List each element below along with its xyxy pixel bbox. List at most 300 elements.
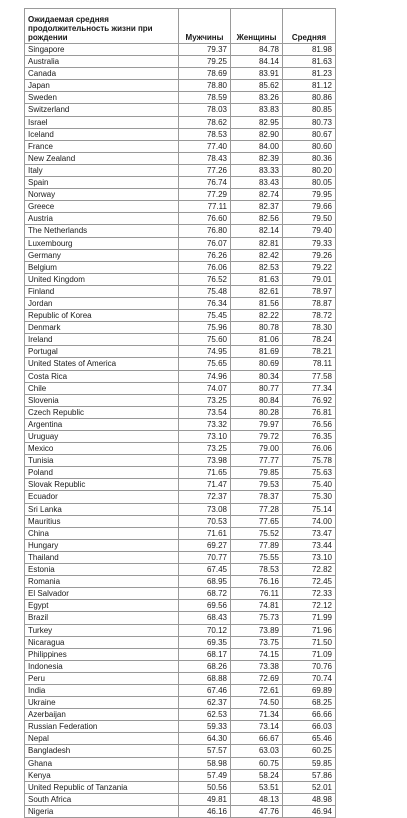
women-cell[interactable]: 79.72 [231,431,283,443]
average-cell[interactable]: 80.73 [283,116,336,128]
women-cell[interactable]: 83.83 [231,104,283,116]
women-cell[interactable]: 76.11 [231,588,283,600]
average-cell[interactable]: 78.11 [283,358,336,370]
men-cell[interactable]: 73.54 [179,406,231,418]
men-cell[interactable]: 50.56 [179,781,231,793]
country-cell[interactable]: Luxembourg [25,237,179,249]
women-cell[interactable]: 72.69 [231,672,283,684]
women-cell[interactable]: 79.97 [231,418,283,430]
country-cell[interactable]: United States of America [25,358,179,370]
men-cell[interactable]: 76.26 [179,249,231,261]
average-cell[interactable]: 76.06 [283,443,336,455]
table-row [25,491,336,503]
average-cell[interactable]: 76.56 [283,418,336,430]
average-cell[interactable]: 73.10 [283,551,336,563]
women-cell[interactable]: 80.69 [231,358,283,370]
average-cell[interactable]: 75.30 [283,491,336,503]
men-cell[interactable]: 70.77 [179,551,231,563]
women-cell[interactable]: 63.03 [231,745,283,757]
men-cell[interactable]: 78.80 [179,80,231,92]
men-cell[interactable]: 76.74 [179,177,231,189]
country-cell[interactable]: Kenya [25,769,179,781]
country-cell[interactable]: Hungary [25,539,179,551]
men-cell[interactable]: 59.33 [179,721,231,733]
country-cell[interactable]: Portugal [25,346,179,358]
average-cell[interactable]: 79.50 [283,213,336,225]
average-cell[interactable]: 52.01 [283,781,336,793]
women-cell[interactable]: 79.53 [231,479,283,491]
average-cell[interactable]: 76.92 [283,394,336,406]
average-cell[interactable]: 59.85 [283,757,336,769]
country-cell[interactable]: Mauritius [25,515,179,527]
country-cell[interactable]: Peru [25,672,179,684]
women-cell[interactable]: 83.33 [231,164,283,176]
average-cell[interactable]: 75.63 [283,467,336,479]
country-cell[interactable]: Republic of Korea [25,310,179,322]
men-cell[interactable]: 76.06 [179,261,231,273]
average-cell[interactable]: 74.00 [283,515,336,527]
men-cell[interactable]: 76.07 [179,237,231,249]
women-cell[interactable]: 81.56 [231,297,283,309]
country-cell[interactable]: Nicaragua [25,636,179,648]
men-cell[interactable]: 69.35 [179,636,231,648]
women-cell[interactable]: 80.77 [231,382,283,394]
women-cell[interactable]: 82.74 [231,189,283,201]
men-cell[interactable]: 49.81 [179,793,231,805]
men-cell[interactable]: 57.49 [179,769,231,781]
average-cell[interactable]: 79.22 [283,261,336,273]
men-cell[interactable]: 78.62 [179,116,231,128]
header-country[interactable]: Ожидаемая средняя продолжительность жизни при рождении [25,9,179,44]
country-cell[interactable]: Slovak Republic [25,479,179,491]
average-cell[interactable]: 76.81 [283,406,336,418]
country-cell[interactable]: France [25,140,179,152]
table-row [25,189,336,201]
average-cell[interactable]: 60.25 [283,745,336,757]
country-cell[interactable]: Australia [25,56,179,68]
average-cell[interactable]: 80.60 [283,140,336,152]
average-cell[interactable]: 75.40 [283,479,336,491]
women-cell[interactable]: 81.06 [231,334,283,346]
table-row [25,443,336,455]
men-cell[interactable]: 73.25 [179,394,231,406]
table-row [25,709,336,721]
men-cell[interactable]: 75.65 [179,358,231,370]
men-cell[interactable]: 78.53 [179,128,231,140]
average-cell[interactable]: 65.46 [283,733,336,745]
average-cell[interactable]: 80.85 [283,104,336,116]
average-cell[interactable]: 68.25 [283,697,336,709]
women-cell[interactable]: 82.39 [231,152,283,164]
women-cell[interactable]: 78.37 [231,491,283,503]
women-cell[interactable]: 83.26 [231,92,283,104]
men-cell[interactable]: 68.17 [179,648,231,660]
women-cell[interactable]: 82.22 [231,310,283,322]
table-row [25,237,336,249]
country-cell[interactable]: Egypt [25,600,179,612]
men-cell[interactable]: 74.96 [179,370,231,382]
average-cell[interactable]: 78.30 [283,322,336,334]
women-cell[interactable]: 75.55 [231,551,283,563]
country-cell[interactable]: Chile [25,382,179,394]
country-cell[interactable]: Austria [25,213,179,225]
women-cell[interactable]: 73.14 [231,721,283,733]
country-cell[interactable]: Denmark [25,322,179,334]
women-cell[interactable]: 77.77 [231,455,283,467]
average-cell[interactable]: 81.63 [283,56,336,68]
women-cell[interactable]: 71.34 [231,709,283,721]
men-cell[interactable]: 73.98 [179,455,231,467]
men-cell[interactable]: 69.27 [179,539,231,551]
women-cell[interactable]: 80.78 [231,322,283,334]
average-cell[interactable]: 66.03 [283,721,336,733]
average-cell[interactable]: 78.72 [283,310,336,322]
average-cell[interactable]: 71.09 [283,648,336,660]
country-cell[interactable]: Slovenia [25,394,179,406]
men-cell[interactable]: 75.48 [179,285,231,297]
table-row [25,660,336,672]
men-cell[interactable]: 68.43 [179,612,231,624]
women-cell[interactable]: 47.76 [231,805,283,817]
women-cell[interactable]: 84.00 [231,140,283,152]
women-cell[interactable]: 82.53 [231,261,283,273]
header-women[interactable]: Женщины [231,9,283,44]
average-cell[interactable]: 69.89 [283,684,336,696]
women-cell[interactable]: 74.50 [231,697,283,709]
table-row [25,346,336,358]
country-cell[interactable]: Spain [25,177,179,189]
women-cell[interactable]: 82.95 [231,116,283,128]
men-cell[interactable]: 74.95 [179,346,231,358]
men-cell[interactable]: 71.61 [179,527,231,539]
average-cell[interactable]: 79.01 [283,273,336,285]
women-cell[interactable]: 75.73 [231,612,283,624]
country-cell[interactable]: Romania [25,576,179,588]
average-cell[interactable]: 71.99 [283,612,336,624]
men-cell[interactable]: 76.80 [179,225,231,237]
header-men[interactable]: Мужчины [179,9,231,44]
table-row [25,201,336,213]
country-cell[interactable]: Italy [25,164,179,176]
average-cell[interactable]: 72.82 [283,564,336,576]
men-cell[interactable]: 77.26 [179,164,231,176]
men-cell[interactable]: 62.37 [179,697,231,709]
table-row [25,418,336,430]
country-cell[interactable]: Nigeria [25,805,179,817]
country-cell[interactable]: Germany [25,249,179,261]
country-cell[interactable]: Canada [25,68,179,80]
men-cell[interactable]: 76.52 [179,273,231,285]
men-cell[interactable]: 70.12 [179,624,231,636]
table-row [25,479,336,491]
table-row [25,261,336,273]
men-cell[interactable]: 74.07 [179,382,231,394]
country-cell[interactable]: Mexico [25,443,179,455]
men-cell[interactable]: 68.95 [179,576,231,588]
men-cell[interactable]: 69.56 [179,600,231,612]
women-cell[interactable]: 58.24 [231,769,283,781]
country-cell[interactable]: Bangladesh [25,745,179,757]
header-average[interactable]: Средняя [283,9,336,44]
average-cell[interactable]: 78.24 [283,334,336,346]
country-cell[interactable]: China [25,527,179,539]
country-cell[interactable]: Turkey [25,624,179,636]
average-cell[interactable]: 80.05 [283,177,336,189]
country-cell[interactable]: Ireland [25,334,179,346]
country-cell[interactable]: Estonia [25,564,179,576]
men-cell[interactable]: 78.69 [179,68,231,80]
average-cell[interactable]: 73.47 [283,527,336,539]
country-cell[interactable]: Azerbaijan [25,709,179,721]
women-cell[interactable]: 80.34 [231,370,283,382]
table-row [25,56,336,68]
women-cell[interactable]: 82.90 [231,128,283,140]
men-cell[interactable]: 76.34 [179,297,231,309]
men-cell[interactable]: 77.11 [179,201,231,213]
men-cell[interactable]: 79.37 [179,44,231,56]
men-cell[interactable]: 78.03 [179,104,231,116]
women-cell[interactable]: 77.28 [231,503,283,515]
women-cell[interactable]: 75.52 [231,527,283,539]
men-cell[interactable]: 73.32 [179,418,231,430]
life-expectancy-table [24,8,336,818]
country-cell[interactable]: India [25,684,179,696]
country-cell[interactable]: Ukraine [25,697,179,709]
table-row [25,648,336,660]
women-cell[interactable]: 85.62 [231,80,283,92]
women-cell[interactable]: 79.85 [231,467,283,479]
average-cell[interactable]: 79.26 [283,249,336,261]
men-cell[interactable]: 72.37 [179,491,231,503]
table-row [25,322,336,334]
table-row [25,527,336,539]
women-cell[interactable]: 82.56 [231,213,283,225]
table-row [25,249,336,261]
average-cell[interactable]: 70.74 [283,672,336,684]
country-cell[interactable]: Israel [25,116,179,128]
women-cell[interactable]: 82.14 [231,225,283,237]
average-cell[interactable]: 80.86 [283,92,336,104]
men-cell[interactable]: 73.10 [179,431,231,443]
average-cell[interactable]: 72.33 [283,588,336,600]
women-cell[interactable]: 72.61 [231,684,283,696]
average-cell[interactable]: 80.36 [283,152,336,164]
men-cell[interactable]: 75.45 [179,310,231,322]
country-cell[interactable]: Indonesia [25,660,179,672]
men-cell[interactable]: 78.43 [179,152,231,164]
men-cell[interactable]: 64.30 [179,733,231,745]
table-row [25,564,336,576]
table-row [25,44,336,56]
men-cell[interactable]: 62.53 [179,709,231,721]
men-cell[interactable]: 71.65 [179,467,231,479]
country-cell[interactable]: Belgium [25,261,179,273]
women-cell[interactable]: 53.51 [231,781,283,793]
table-row [25,805,336,817]
country-cell[interactable]: South Africa [25,793,179,805]
country-cell[interactable]: Costa Rica [25,370,179,382]
men-cell[interactable]: 73.25 [179,443,231,455]
average-cell[interactable]: 48.98 [283,793,336,805]
men-cell[interactable]: 67.46 [179,684,231,696]
men-cell[interactable]: 68.72 [179,588,231,600]
women-cell[interactable]: 78.53 [231,564,283,576]
men-cell[interactable]: 76.60 [179,213,231,225]
average-cell[interactable]: 76.35 [283,431,336,443]
table-row [25,697,336,709]
average-cell[interactable]: 79.33 [283,237,336,249]
women-cell[interactable]: 80.28 [231,406,283,418]
table-row [25,503,336,515]
country-cell[interactable]: Czech Republic [25,406,179,418]
table-row [25,406,336,418]
country-cell[interactable]: Sri Lanka [25,503,179,515]
average-cell[interactable]: 71.50 [283,636,336,648]
average-cell[interactable]: 80.20 [283,164,336,176]
table-row [25,382,336,394]
country-cell[interactable]: Singapore [25,44,179,56]
women-cell[interactable]: 73.38 [231,660,283,672]
table-row [25,576,336,588]
women-cell[interactable]: 77.65 [231,515,283,527]
country-cell[interactable]: Brazil [25,612,179,624]
average-cell[interactable]: 80.67 [283,128,336,140]
average-cell[interactable]: 57.86 [283,769,336,781]
country-cell[interactable]: Ghana [25,757,179,769]
country-cell[interactable]: Japan [25,80,179,92]
average-cell[interactable]: 71.96 [283,624,336,636]
women-cell[interactable]: 82.61 [231,285,283,297]
average-cell[interactable]: 77.34 [283,382,336,394]
country-cell[interactable]: Uruguay [25,431,179,443]
men-cell[interactable]: 77.40 [179,140,231,152]
average-cell[interactable]: 79.66 [283,201,336,213]
table-row [25,769,336,781]
women-cell[interactable]: 73.89 [231,624,283,636]
average-cell[interactable]: 79.40 [283,225,336,237]
average-cell[interactable]: 78.97 [283,285,336,297]
header-row [25,9,336,44]
average-cell[interactable]: 79.95 [283,189,336,201]
average-cell[interactable]: 46.94 [283,805,336,817]
men-cell[interactable]: 77.29 [179,189,231,201]
average-cell[interactable]: 75.14 [283,503,336,515]
women-cell[interactable]: 77.89 [231,539,283,551]
country-cell[interactable]: Tunisia [25,455,179,467]
men-cell[interactable]: 58.98 [179,757,231,769]
women-cell[interactable]: 83.91 [231,68,283,80]
average-cell[interactable]: 77.58 [283,370,336,382]
country-cell[interactable]: The Netherlands [25,225,179,237]
women-cell[interactable]: 81.63 [231,273,283,285]
men-cell[interactable]: 75.60 [179,334,231,346]
women-cell[interactable]: 81.69 [231,346,283,358]
country-cell[interactable]: United Kingdom [25,273,179,285]
women-cell[interactable]: 73.75 [231,636,283,648]
men-cell[interactable]: 73.08 [179,503,231,515]
average-cell[interactable]: 72.12 [283,600,336,612]
table-row [25,612,336,624]
country-cell[interactable]: Norway [25,189,179,201]
average-cell[interactable]: 72.45 [283,576,336,588]
average-cell[interactable]: 73.44 [283,539,336,551]
women-cell[interactable]: 76.16 [231,576,283,588]
women-cell[interactable]: 60.75 [231,757,283,769]
life-expectancy-sheet [24,8,336,818]
men-cell[interactable]: 79.25 [179,56,231,68]
table-row [25,431,336,443]
country-cell[interactable]: Jordan [25,297,179,309]
average-cell[interactable]: 75.78 [283,455,336,467]
country-cell[interactable]: New Zealand [25,152,179,164]
women-cell[interactable]: 83.43 [231,177,283,189]
country-cell[interactable]: Ecuador [25,491,179,503]
table-row [25,285,336,297]
average-cell[interactable]: 66.66 [283,709,336,721]
country-cell[interactable]: Iceland [25,128,179,140]
men-cell[interactable]: 46.16 [179,805,231,817]
women-cell[interactable]: 84.78 [231,44,283,56]
country-cell[interactable]: Greece [25,201,179,213]
women-cell[interactable]: 74.15 [231,648,283,660]
country-cell[interactable]: El Salvador [25,588,179,600]
women-cell[interactable]: 79.00 [231,443,283,455]
average-cell[interactable]: 78.87 [283,297,336,309]
women-cell[interactable]: 84.14 [231,56,283,68]
men-cell[interactable]: 68.88 [179,672,231,684]
country-cell[interactable]: Thailand [25,551,179,563]
country-cell[interactable]: Sweden [25,92,179,104]
average-cell[interactable]: 81.12 [283,80,336,92]
women-cell[interactable]: 82.42 [231,249,283,261]
men-cell[interactable]: 75.96 [179,322,231,334]
women-cell[interactable]: 82.37 [231,201,283,213]
country-cell[interactable]: Switzerland [25,104,179,116]
men-cell[interactable]: 78.59 [179,92,231,104]
country-cell[interactable]: Philippines [25,648,179,660]
table-row [25,721,336,733]
men-cell[interactable]: 57.57 [179,745,231,757]
country-cell[interactable]: Argentina [25,418,179,430]
country-cell[interactable]: United Republic of Tanzania [25,781,179,793]
women-cell[interactable]: 82.81 [231,237,283,249]
average-cell[interactable]: 81.98 [283,44,336,56]
table-row [25,297,336,309]
country-cell[interactable]: Nepal [25,733,179,745]
table-row [25,164,336,176]
average-cell[interactable]: 78.21 [283,346,336,358]
table-row [25,68,336,80]
men-cell[interactable]: 70.53 [179,515,231,527]
table-row [25,334,336,346]
table-row [25,733,336,745]
table-row [25,80,336,92]
men-cell[interactable]: 68.26 [179,660,231,672]
country-cell[interactable]: Finland [25,285,179,297]
country-cell[interactable]: Poland [25,467,179,479]
women-cell[interactable]: 74.81 [231,600,283,612]
country-cell[interactable]: Russian Federation [25,721,179,733]
average-cell[interactable]: 81.23 [283,68,336,80]
women-cell[interactable]: 48.13 [231,793,283,805]
men-cell[interactable]: 71.47 [179,479,231,491]
table-row [25,600,336,612]
table-row [25,116,336,128]
men-cell[interactable]: 67.45 [179,564,231,576]
women-cell[interactable]: 66.67 [231,733,283,745]
women-cell[interactable]: 80.84 [231,394,283,406]
average-cell[interactable]: 70.76 [283,660,336,672]
